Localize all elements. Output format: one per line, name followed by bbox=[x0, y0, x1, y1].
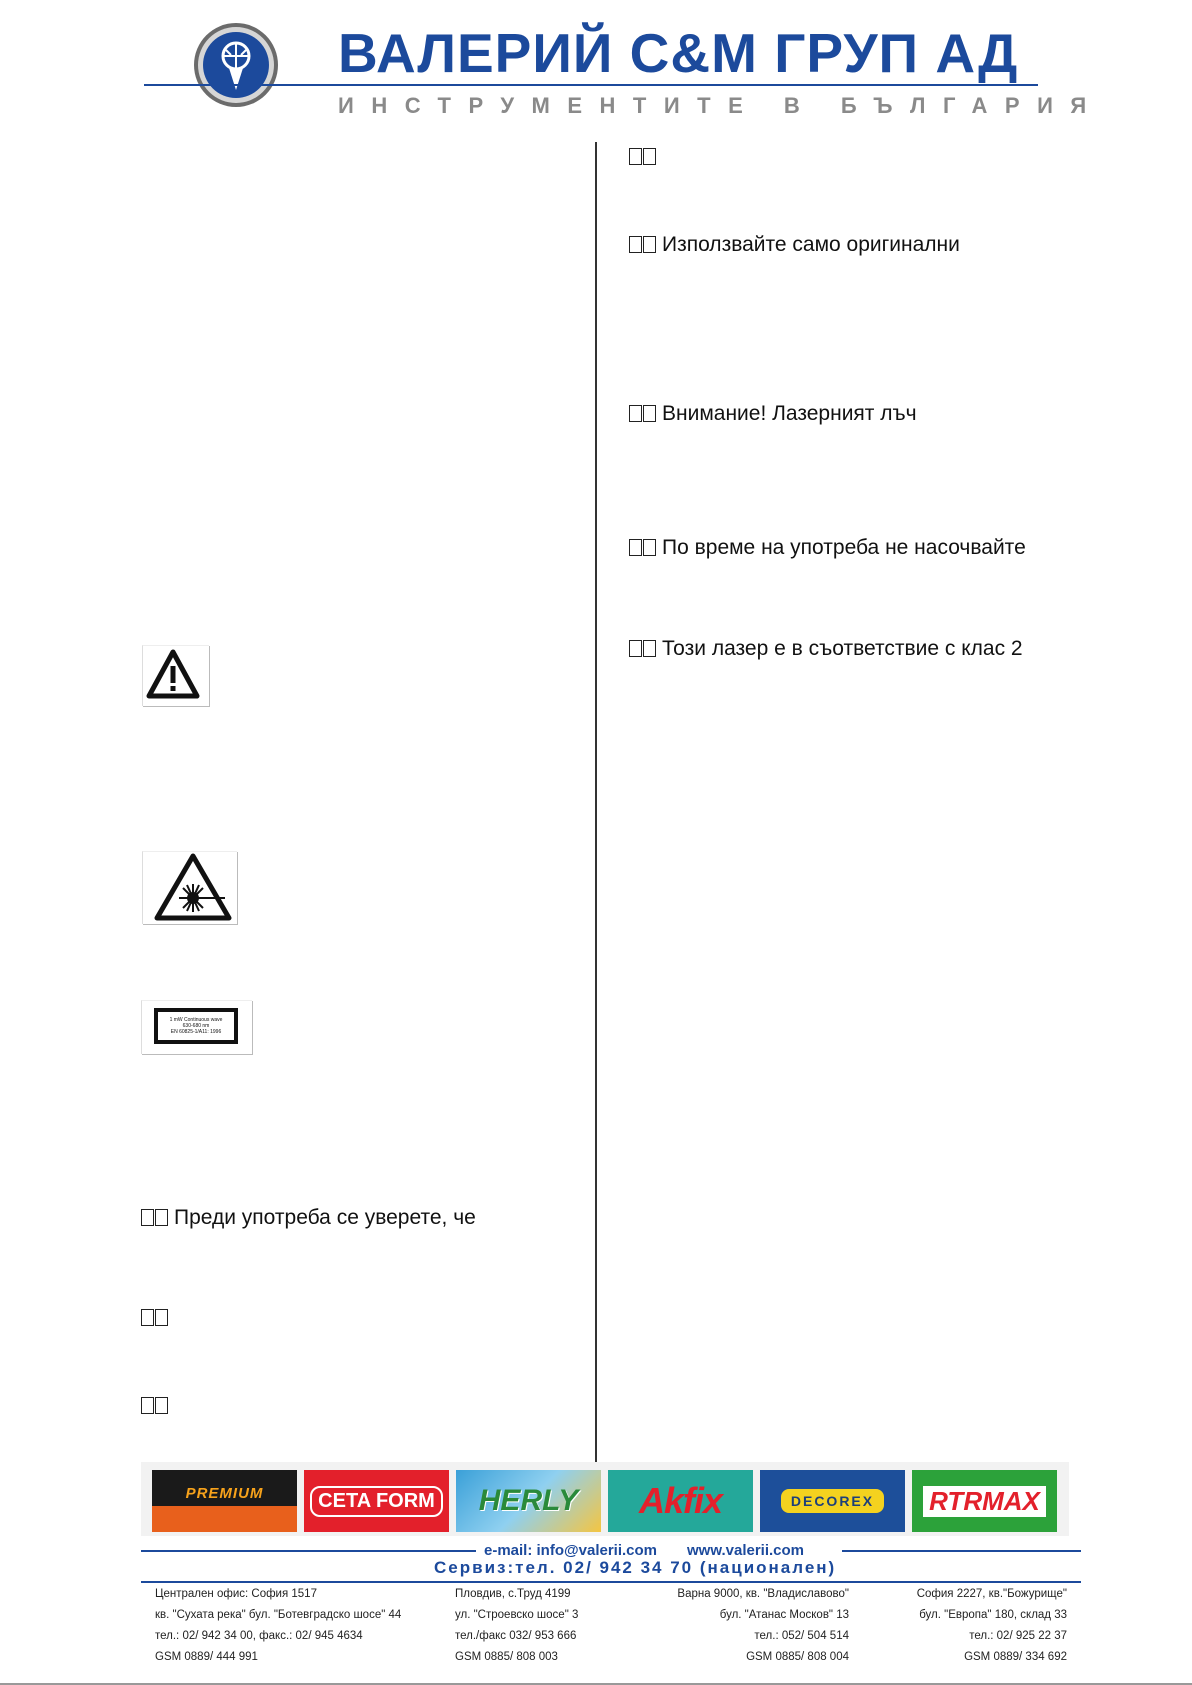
laser-label-line: 1 mW Continuous wave bbox=[169, 1017, 223, 1023]
bullet-icon bbox=[629, 535, 657, 561]
email-link[interactable]: e-mail: info@valerii.com bbox=[484, 1542, 658, 1559]
list-item bbox=[141, 1393, 174, 1419]
brand-logo-rtrmax: RTRMAX bbox=[912, 1470, 1057, 1532]
list-item bbox=[629, 144, 662, 170]
list-item: Използвайте само оригинални bbox=[629, 232, 960, 258]
list-item: Внимание! Лазерният лъч bbox=[629, 401, 917, 427]
office-address: Варна 9000, кв. "Владиславово" бул. "Атанас Москов" 13 тел.: 052/ 504 514 GSM 0885/ 808 004 bbox=[677, 1588, 849, 1663]
list-item: Този лазер е в съответствие с клас 2 bbox=[629, 636, 1023, 662]
brand-logo-akfix: Akfix bbox=[608, 1470, 753, 1532]
company-name: ВАЛЕРИЙ С&М ГРУП АД bbox=[338, 22, 1019, 84]
warning-triangle-icon bbox=[142, 645, 209, 706]
bullet-icon bbox=[141, 1393, 169, 1419]
website-link[interactable]: www.valerii.com bbox=[687, 1542, 805, 1559]
list-item: Преди употреба се уверете, че bbox=[141, 1205, 476, 1231]
office-address: София 2227, кв."Божурище" бул. "Европа" 180, склад 33 тел.: 02/ 925 22 37 GSM 0889/ 334 692 bbox=[916, 1588, 1067, 1663]
footer-divider bbox=[141, 1581, 1081, 1583]
company-logo-emblem bbox=[193, 22, 279, 108]
brand-logo-cetaform: CETA FORM bbox=[304, 1470, 449, 1532]
bullet-icon bbox=[141, 1205, 169, 1231]
bullet-icon bbox=[629, 636, 657, 662]
office-address: Централен офис: София 1517 кв. "Сухата река" бул. "Ботевградско шосе" 44 тел.: 02/ 942 34 00, факс.: 02/ 945 4634 GSM 0889/ 444 991 bbox=[155, 1588, 402, 1663]
laser-class-label bbox=[141, 1000, 252, 1054]
brand-logo-decorex: DECOREX bbox=[760, 1470, 905, 1532]
bullet-icon bbox=[629, 401, 657, 427]
brand-logo-herly: HERLY bbox=[456, 1470, 601, 1532]
laser-label-line: 630-680 nm bbox=[182, 1023, 210, 1029]
brand-strip bbox=[141, 1462, 1069, 1536]
column-divider bbox=[595, 142, 597, 1462]
brand-logo-premium: PREMIUM bbox=[152, 1470, 297, 1532]
bullet-icon bbox=[629, 144, 657, 170]
office-address: Пловдив, с.Труд 4199 ул. "Строевско шосе" 3 тел./факс 032/ 953 666 GSM 0885/ 808 003 bbox=[455, 1588, 579, 1663]
bullet-icon bbox=[629, 232, 657, 258]
header-divider bbox=[144, 84, 1038, 86]
company-slogan: ИНСТРУМЕНТИТЕ В БЪЛГАРИЯ bbox=[338, 93, 1104, 118]
list-item bbox=[141, 1305, 174, 1331]
list-item: По време на употреба не насочвайте bbox=[629, 535, 1026, 561]
laser-label-line: EN 60825-1/A11: 1996 bbox=[170, 1029, 222, 1035]
service-phone: Сервиз:тел. 02/ 942 34 70 (национален) bbox=[434, 1558, 837, 1577]
bullet-icon bbox=[141, 1305, 169, 1331]
laser-warning-icon bbox=[142, 851, 237, 924]
